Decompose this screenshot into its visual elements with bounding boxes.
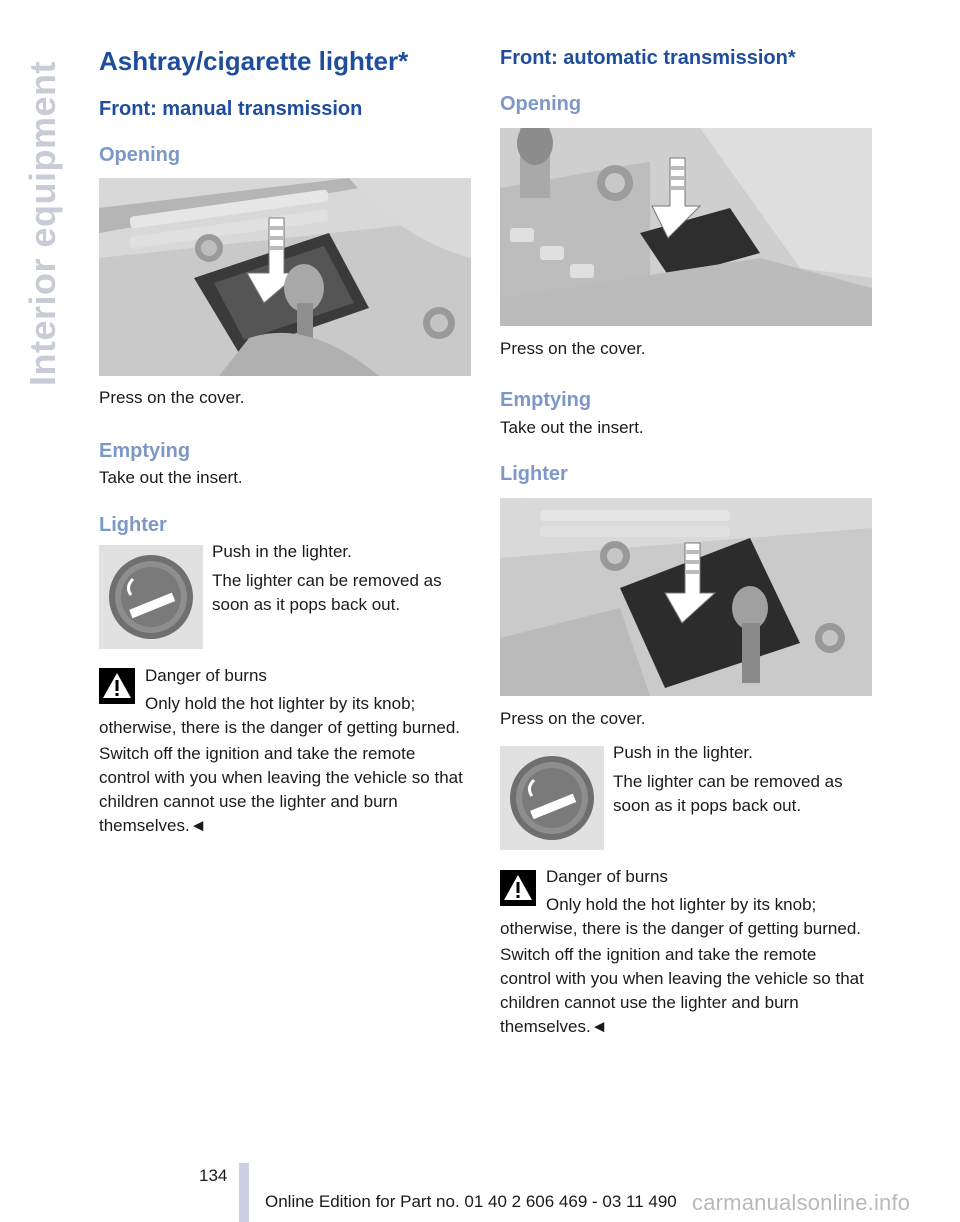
section-automatic-transmission: Front: automatic transmission* <box>500 47 796 69</box>
text-press-cover-lighter-automatic: Press on the cover. <box>500 709 646 728</box>
danger-title-automatic: Danger of burns <box>546 867 668 886</box>
footer-divider <box>239 1163 249 1222</box>
text-push-in-lighter-manual: Push in the lighter. <box>212 542 352 561</box>
switch-off-text-automatic: Switch off the ignition and take the remote control with you when leaving the vehicle so that children cannot use the lighter and burn themselves.◄ <box>500 945 864 1036</box>
footer-edition-text: Online Edition for Part no. 01 40 2 606 469 - 03 11 490 <box>265 1192 677 1211</box>
photo-automatic-lighter-cover <box>500 498 872 696</box>
page-title: Ashtray/cigarette lighter* <box>99 46 409 76</box>
heading-opening-manual: Opening <box>99 144 181 166</box>
danger-title-manual: Danger of burns <box>145 666 267 685</box>
switch-off-text-manual: Switch off the ignition and take the remote control with you when leaving the vehicle so that children cannot use the lighter and burn themselves.◄ <box>99 744 463 835</box>
heading-opening-automatic: Opening <box>500 93 582 115</box>
heading-lighter-automatic: Lighter <box>500 463 568 485</box>
watermark-text: carmanualsonline.info <box>692 1190 911 1215</box>
cigarette-lighter-icon <box>99 545 203 649</box>
danger-text-automatic: Only hold the hot lighter by its knob; otherwise, there is the danger of getting burned. <box>500 895 862 938</box>
text-press-cover-manual: Press on the cover. <box>99 388 245 407</box>
photo-manual-ashtray-opening <box>99 178 471 376</box>
text-take-out-insert-automatic: Take out the insert. <box>500 418 644 437</box>
heading-emptying-automatic: Emptying <box>500 389 592 411</box>
cigarette-lighter-icon <box>500 746 604 850</box>
text-press-cover-automatic: Press on the cover. <box>500 339 646 358</box>
section-manual-transmission: Front: manual transmission <box>99 98 363 120</box>
text-take-out-insert-manual: Take out the insert. <box>99 468 243 487</box>
photo-automatic-ashtray-opening <box>500 128 872 326</box>
text-lighter-removed-manual: The lighter can be removed as soon as it pops back out. <box>212 571 442 614</box>
text-push-in-lighter-automatic: Push in the lighter. <box>613 743 753 762</box>
heading-lighter-manual: Lighter <box>99 514 167 536</box>
text-lighter-removed-automatic: The lighter can be removed as soon as it pops back out. <box>613 772 843 815</box>
danger-text-manual: Only hold the hot lighter by its knob; otherwise, there is the danger of getting burned. <box>99 694 461 737</box>
side-tab-label: Interior equipment <box>22 60 63 386</box>
page-number: 134 <box>199 1166 228 1185</box>
side-section-tab <box>14 40 63 400</box>
heading-emptying-manual: Emptying <box>99 440 191 462</box>
